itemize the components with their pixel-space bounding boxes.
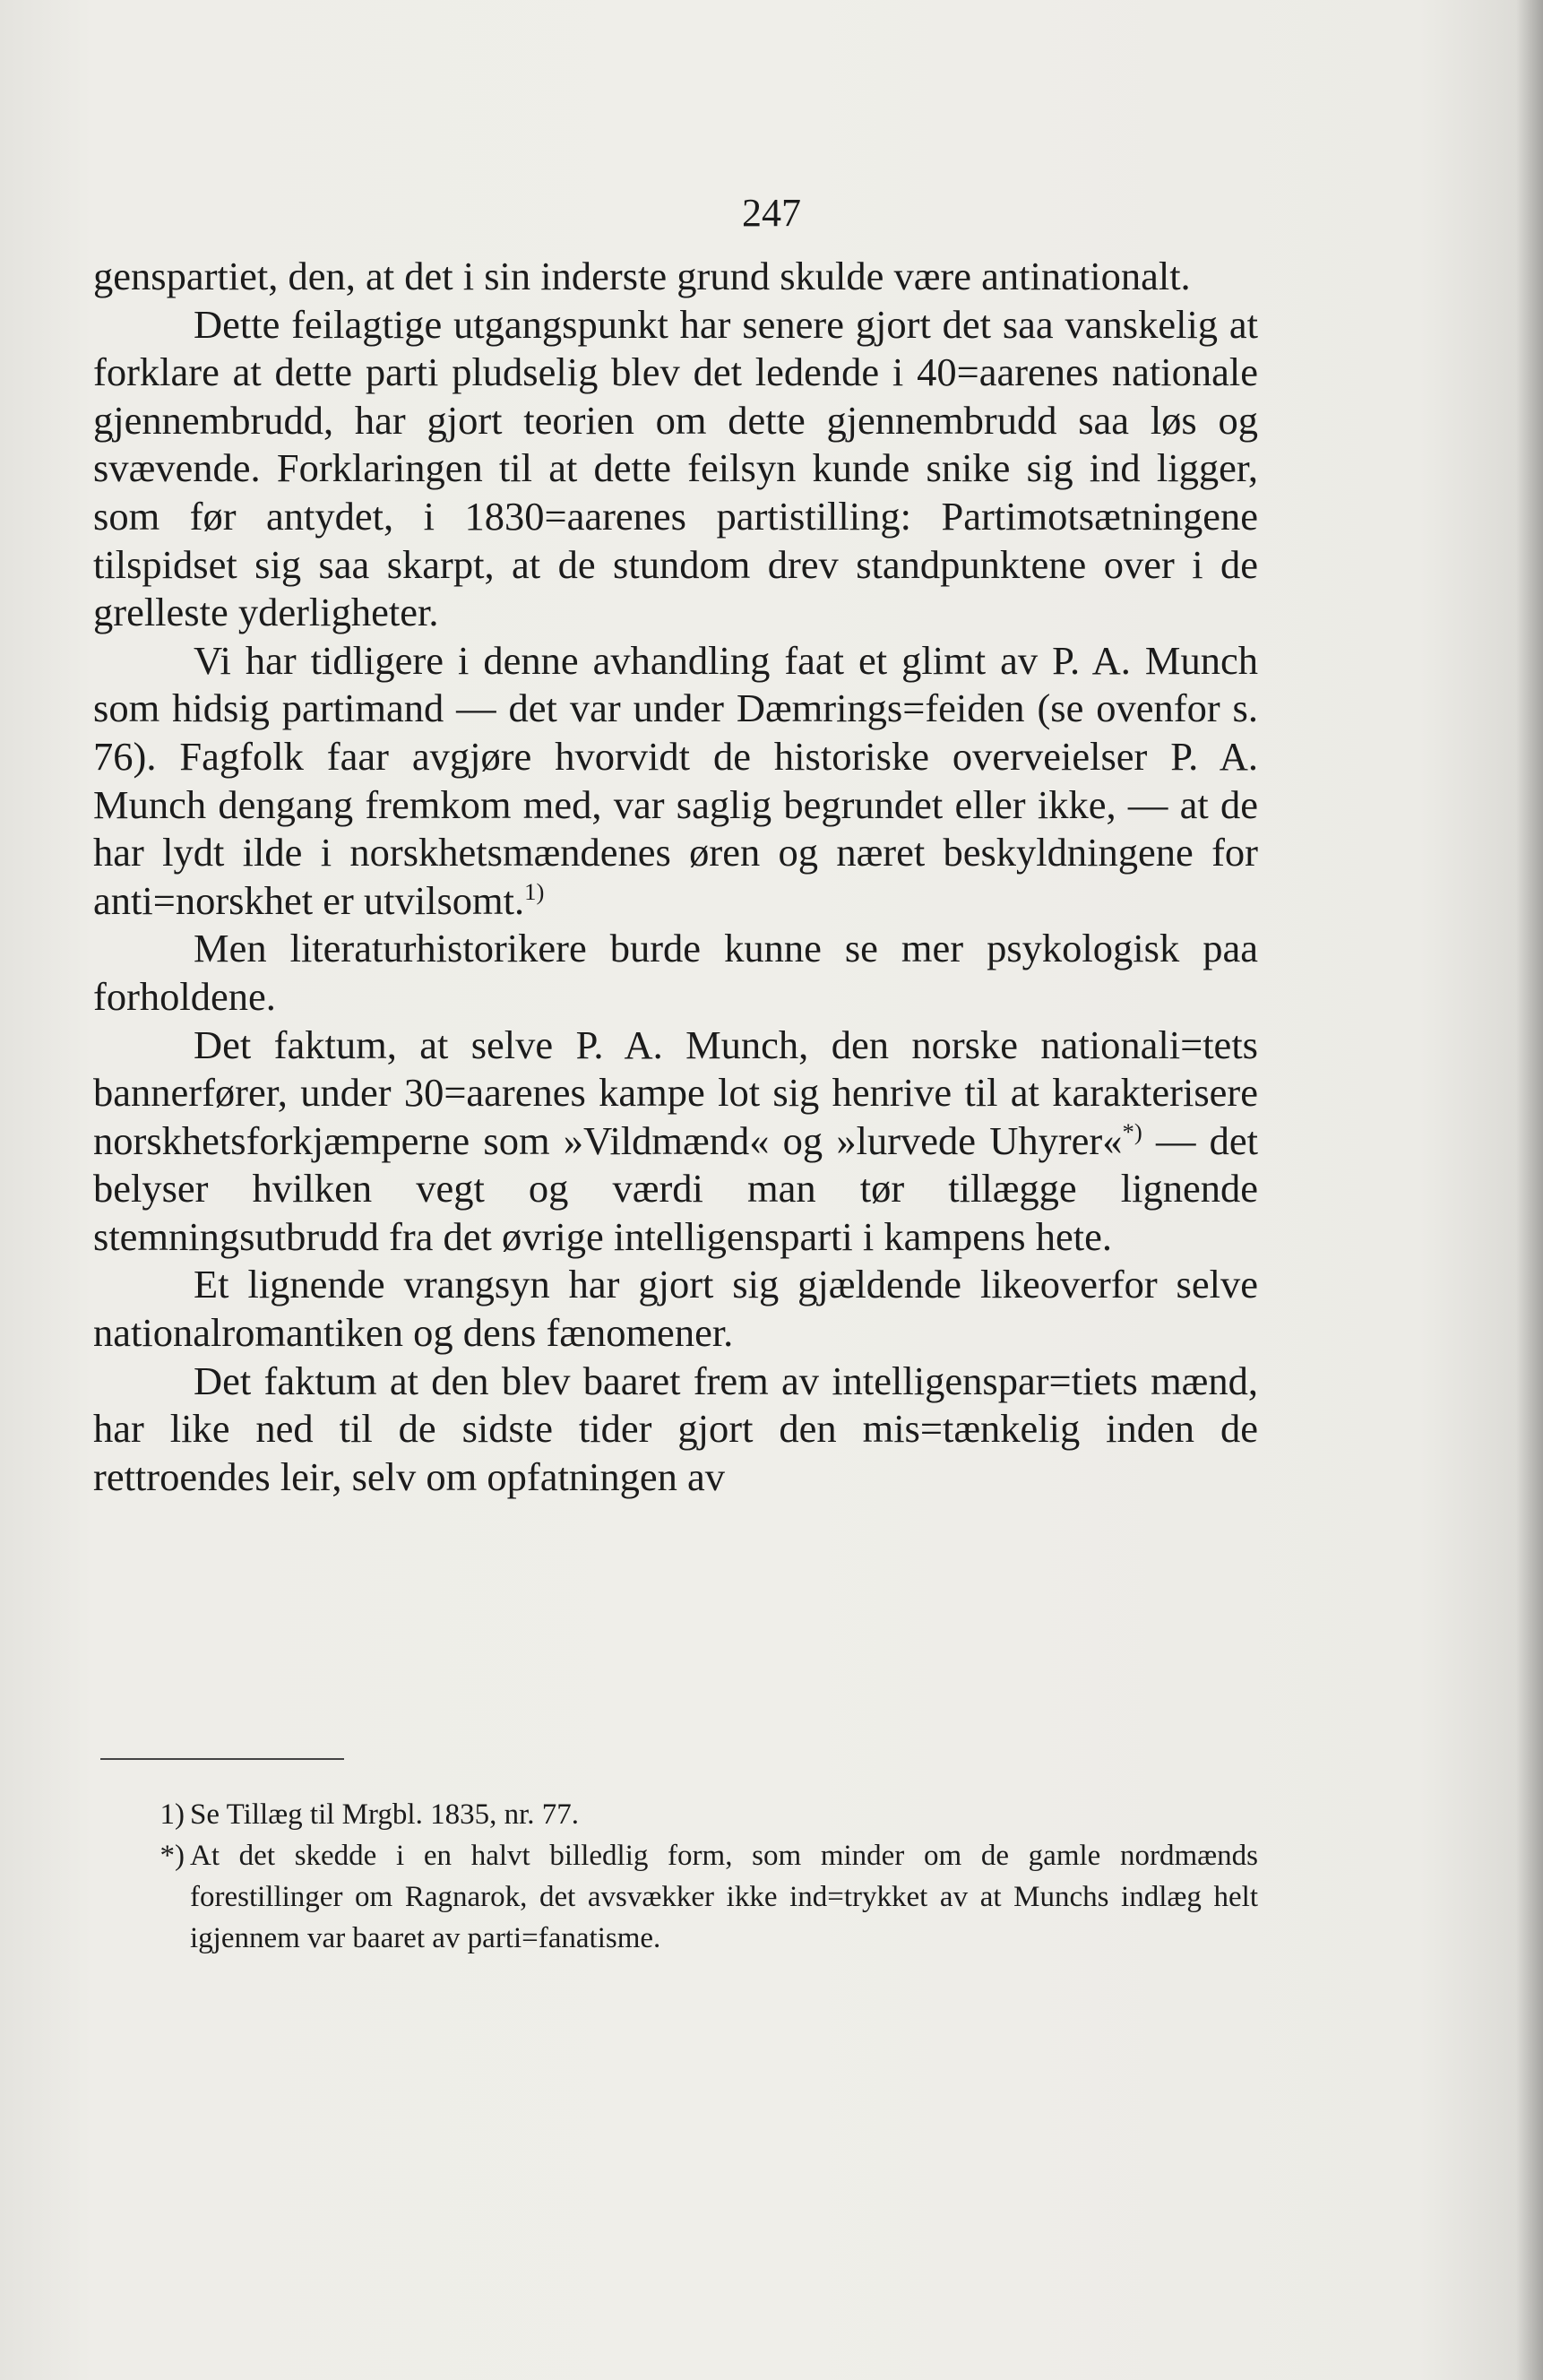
footnote-divider bbox=[100, 1758, 344, 1760]
paragraph-5-tail: — det belyser hvilken vegt og værdi man tør tillægge lignende stemningsutbrudd fra det øvrige intelligensparti i kampens hete. bbox=[93, 1117, 1258, 1259]
paragraph-3 bbox=[93, 637, 1258, 926]
page-number: 247 bbox=[742, 191, 801, 235]
paragraph-7: Det faktum at den blev baaret frem av intelligenspar=tiets mænd, har like ned til de sidste tider gjort den mis=tænkelig inden de rettroendes leir, selv om opfatningen av bbox=[93, 1358, 1258, 1499]
footnote-1-text: Se Tillæg til Mrgbl. 1835, nr. 77. bbox=[190, 1798, 579, 1831]
paragraph-2: Dette feilagtige utgangspunkt har senere gjort det saa vanskelig at forklare at dette parti pludselig blev det ledende i 40=aarenes nationale gjennembrudd, har gjort teorien om dette gjennembrudd saa løs og svævende. Forklaringen til at dette feilsyn kunde snike sig ind ligger, som før antydet, i 1830=aarenes partistilling: Partimotsætningene tilspidset sig saa skarpt, at de stundom drev standpunktene over i de grelleste yderligheter. bbox=[93, 301, 1258, 635]
paragraph-4: Men literaturhistorikere burde kunne se mer psykologisk paa forholdene. bbox=[93, 926, 1258, 1019]
paragraph-6: Et lignende vrangsyn har gjort sig gjældende likeoverfor selve nationalromantiken og dens fænomener. bbox=[93, 1262, 1258, 1356]
footnote-ref-2: *) bbox=[1122, 1117, 1142, 1145]
footnote-1-mark: 1) bbox=[159, 1798, 185, 1831]
paragraph-1: genspartiet, den, at det i sin inderste grund skulde være antinationalt. bbox=[93, 254, 1191, 298]
footnote-ref-1: 1) bbox=[524, 877, 545, 905]
footnote-2-mark: *) bbox=[159, 1840, 185, 1872]
paragraph-5 bbox=[93, 1022, 1258, 1262]
footnotes bbox=[159, 1794, 1258, 1959]
paragraph-3-text: Vi har tidligere i denne avhandling faat et glimt av P. A. Munch som hidsig partimand — det var under Dæmrings=feiden (se ovenfor s. 76). Fagfolk faar avgjøre hvorvidt de historiske overveielser P. A. Munch dengang fremkom med, var saglig begrundet eller ikke, — at de har lydt ilde i norskhetsmændenes øren og næret beskyldningene for anti=norskhet er utvilsomt. bbox=[93, 637, 1258, 923]
footnote-1 bbox=[159, 1794, 1258, 1835]
paragraph-5-text: Det faktum, at selve P. A. Munch, den norske nationali=tets bannerfører, under 30=aarenes kampe lot sig henrive til at karakterisere norskhetsforkjæmperne som »Vildmænd« og »lurvede Uhyrer« bbox=[93, 1022, 1258, 1163]
page-edge-shadow bbox=[1516, 0, 1543, 2380]
footnote-2 bbox=[159, 1835, 1258, 1959]
body-text bbox=[93, 253, 1258, 1501]
footnote-2-text: At det skedde i en halvt billedlig form, som minder om de gamle nordmænds forestillinger om Ragnarok, det avsvækker ikke ind=trykket av at Munchs indlæg helt igjennem var baaret av parti=fanatisme. bbox=[190, 1840, 1258, 1954]
